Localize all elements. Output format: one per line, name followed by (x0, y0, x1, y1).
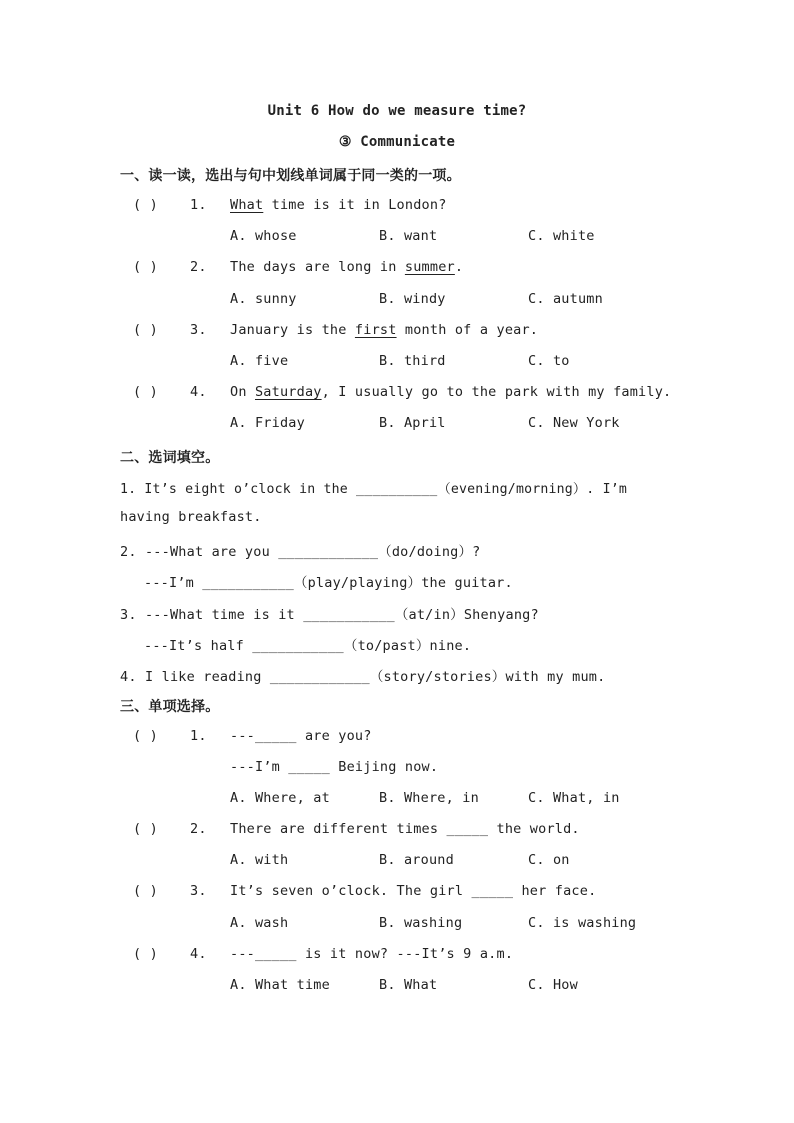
section-heading-3: 三、单项选择。 (120, 699, 220, 715)
stem-text: On (230, 384, 255, 400)
underlined-word: What (230, 197, 264, 213)
stem-text: time is it in London? (263, 197, 447, 213)
option-c: C. autumn (528, 291, 603, 307)
answer-blank[interactable]: ( ) (133, 197, 158, 213)
option-b: B. want (379, 228, 438, 244)
option-b: B. Where, in (379, 790, 479, 806)
option-a: A. whose (230, 228, 297, 244)
question-stem: ---_____ is it now? ---It’s 9 a.m. (230, 946, 514, 962)
question-stem (230, 322, 538, 338)
question-stem: ---_____ are you? (230, 728, 372, 744)
option-b: B. washing (379, 915, 463, 931)
section-heading-2: 二、选词填空。 (120, 450, 220, 466)
fill-blank-line: ---I’m ___________（play/playing）the guitar. (144, 575, 513, 591)
option-a: A. Friday (230, 415, 305, 431)
question-number: 4. (190, 384, 207, 400)
option-a: A. sunny (230, 291, 297, 307)
fill-blank-line: 3. ---What time is it ___________（at/in）Shenyang? (120, 607, 539, 623)
option-b: B. around (379, 852, 454, 868)
stem-text: , I usually go to the park with my family. (321, 384, 672, 400)
question-number: 3. (190, 322, 207, 338)
answer-blank[interactable]: ( ) (133, 821, 158, 837)
option-c: C. How (528, 977, 578, 993)
underlined-word: Saturday (254, 384, 322, 400)
option-b: B. windy (379, 291, 446, 307)
answer-blank[interactable]: ( ) (133, 728, 158, 744)
option-c: C. white (528, 228, 595, 244)
option-a: A. wash (230, 915, 289, 931)
question-stem: There are different times _____ the world. (230, 821, 580, 837)
answer-blank[interactable]: ( ) (133, 322, 158, 338)
option-b: B. What (379, 977, 438, 993)
underlined-word: summer (404, 259, 455, 275)
option-c: C. to (528, 353, 570, 369)
option-c: C. New York (528, 415, 620, 431)
fill-blank-line: 2. ---What are you ____________（do/doing）? (120, 544, 481, 560)
option-a: A. five (230, 353, 289, 369)
fill-blank-line: 1. It’s eight o’clock in the __________（evening/morning）. I’m (120, 482, 628, 497)
fill-blank-line: 4. I like reading ____________（story/stories）with my mum. (120, 669, 606, 685)
fill-blank-line: having breakfast. (120, 509, 262, 525)
question-stem: It’s seven o’clock. The girl _____ her face. (230, 883, 597, 899)
question-number: 1. (190, 728, 207, 744)
question-stem (230, 259, 463, 275)
question-number: 3. (190, 883, 207, 899)
option-a: A. What time (230, 977, 330, 993)
option-a: A. Where, at (230, 790, 330, 806)
fill-blank-line: ---It’s half ___________（to/past）nine. (144, 638, 472, 654)
page-title: Unit 6 How do we measure time? (267, 103, 527, 119)
answer-blank[interactable]: ( ) (133, 883, 158, 899)
page-subtitle: ③ Communicate (338, 134, 456, 150)
option-a: A. with (230, 852, 289, 868)
question-stem-line-2: ---I’m _____ Beijing now. (230, 759, 439, 775)
answer-blank[interactable]: ( ) (133, 946, 158, 962)
question-number: 2. (190, 821, 207, 837)
option-b: B. April (379, 415, 446, 431)
option-b: B. third (379, 353, 446, 369)
stem-text: The days are long in (230, 259, 405, 275)
question-number: 1. (190, 197, 207, 213)
option-c: C. What, in (528, 790, 620, 806)
question-stem (230, 197, 447, 213)
stem-text: month of a year. (396, 322, 539, 338)
question-stem (230, 384, 671, 400)
answer-blank[interactable]: ( ) (133, 384, 158, 400)
stem-text: . (454, 259, 464, 275)
question-number: 4. (190, 946, 207, 962)
question-number: 2. (190, 259, 207, 275)
option-c: C. is washing (528, 915, 637, 931)
underlined-word: first (354, 322, 397, 338)
stem-text: January is the (230, 322, 355, 338)
answer-blank[interactable]: ( ) (133, 259, 158, 275)
section-heading-1: 一、读一读，选出与句中划线单词属于同一类的一项。 (120, 168, 461, 184)
option-c: C. on (528, 852, 570, 868)
